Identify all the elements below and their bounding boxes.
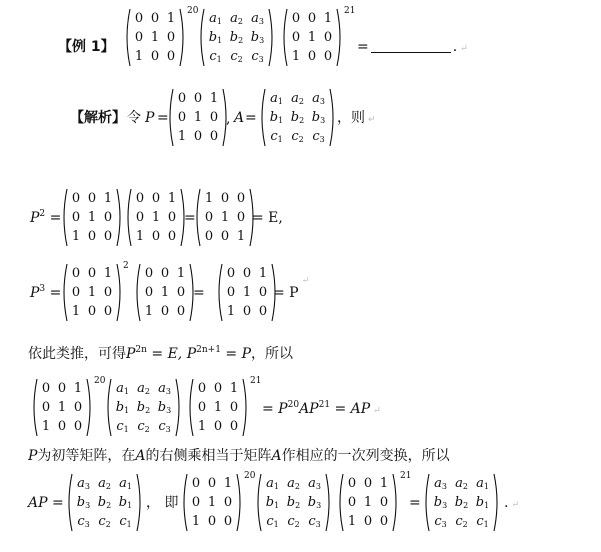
matrix-cell: 0 bbox=[307, 11, 317, 26]
matrix-cell: 0 bbox=[323, 49, 333, 64]
matrix-cell: c $_1$ bbox=[116, 419, 129, 434]
matrix-cell: 0 bbox=[236, 191, 246, 206]
matrix-cell: 0 bbox=[135, 210, 145, 225]
matrix-p bbox=[180, 473, 244, 532]
matrix-cell: c $_1$ bbox=[209, 49, 222, 64]
matrix-cell: 0 bbox=[204, 210, 214, 225]
matrix-cell: c $_2$ bbox=[98, 514, 111, 529]
matrix-cell: 0 bbox=[177, 91, 187, 106]
matrix-cell: 0 bbox=[41, 381, 51, 396]
matrix-cell: 0 bbox=[197, 381, 207, 396]
matrix-p bbox=[280, 8, 344, 67]
matrix-cell: 0 bbox=[307, 49, 317, 64]
matrix-cell: 0 bbox=[229, 400, 239, 415]
matrix-a bbox=[258, 88, 337, 147]
matrix-cell: a $_2$ bbox=[291, 91, 304, 106]
matrix-cell: 0 bbox=[87, 229, 97, 244]
matrix-cell: b $_3$ bbox=[433, 495, 448, 510]
matrix-cell: 0 bbox=[167, 229, 177, 244]
matrix-cell: 1 bbox=[204, 191, 214, 206]
matrix-cell: b $_2$ bbox=[97, 495, 112, 510]
matrix-cell: 0 bbox=[226, 285, 236, 300]
matrix-a bbox=[104, 378, 183, 437]
exponent-20: 20 bbox=[244, 471, 256, 481]
matrix-cell: 0 bbox=[87, 304, 97, 319]
matrix-cell: 0 bbox=[150, 11, 160, 26]
matrix-cell: 1 bbox=[229, 381, 239, 396]
equals-blank: = . ↵ bbox=[357, 39, 468, 55]
matrix-cell: 0 bbox=[71, 285, 81, 300]
matrix-cell: 1 bbox=[193, 110, 203, 125]
matrix-cell: 0 bbox=[71, 266, 81, 281]
matrix-cell: 1 bbox=[103, 266, 113, 281]
matrix-cell: c $_2$ bbox=[137, 419, 150, 434]
matrix-cell: b $_2$ bbox=[290, 110, 305, 125]
matrix-cell: 0 bbox=[103, 210, 113, 225]
matrix-cell: 1 bbox=[166, 11, 176, 26]
matrix-cell: 1 bbox=[213, 400, 223, 415]
matrix-cell: c $_3$ bbox=[77, 514, 90, 529]
exponent-2: 2 bbox=[123, 261, 129, 271]
matrix-cell: 1 bbox=[134, 49, 144, 64]
matrix-cell: 1 bbox=[151, 210, 161, 225]
matrix-cell: 0 bbox=[229, 419, 239, 434]
matrix-cell: 1 bbox=[176, 266, 186, 281]
matrix-e bbox=[193, 188, 257, 247]
matrix-p bbox=[60, 263, 124, 322]
matrix-cell: b $_3$ bbox=[250, 30, 265, 45]
matrix-cell: 0 bbox=[258, 304, 268, 319]
matrix-cell: c $_1$ bbox=[119, 514, 132, 529]
matrix-cell: 1 bbox=[258, 266, 268, 281]
matrix-cell: 0 bbox=[176, 304, 186, 319]
matrix-cell: a $_1$ bbox=[476, 476, 489, 491]
matrix-cell: b $_2$ bbox=[136, 400, 151, 415]
comma: , bbox=[226, 111, 231, 127]
matrix-cell: a $_2$ bbox=[230, 11, 243, 26]
matrix-cell: a $_1$ bbox=[266, 476, 279, 491]
matrix-cell: 0 bbox=[41, 400, 51, 415]
matrix-p bbox=[336, 473, 400, 532]
matrix-cell: c $_1$ bbox=[270, 129, 283, 144]
matrix-cell: 0 bbox=[134, 11, 144, 26]
matrix-cell: 1 bbox=[144, 304, 154, 319]
matrix-cell: 1 bbox=[236, 229, 246, 244]
matrix-cell: 0 bbox=[103, 229, 113, 244]
matrix-cell: 1 bbox=[220, 210, 230, 225]
matrix-cell: b $_2$ bbox=[229, 30, 244, 45]
matrix-cell: c $_3$ bbox=[434, 514, 447, 529]
matrix-cell: 0 bbox=[242, 266, 252, 281]
matrix-cell: a $_3$ bbox=[158, 381, 171, 396]
induction-text: 依此类推，可得$P^{2n} = E$, $P^{2n+1} = P$，所以 bbox=[28, 345, 293, 362]
matrix-p bbox=[30, 378, 94, 437]
matrix-cell: b $_1$ bbox=[269, 110, 284, 125]
matrix-cell: 1 bbox=[71, 229, 81, 244]
end-period: . ↵ bbox=[504, 495, 519, 511]
matrix-cell: b $_3$ bbox=[307, 495, 322, 510]
matrix-cell: 0 bbox=[204, 229, 214, 244]
matrix-cell: 0 bbox=[151, 191, 161, 206]
matrix-cell: 0 bbox=[242, 304, 252, 319]
matrix-p bbox=[123, 8, 187, 67]
matrix-cell: c $_3$ bbox=[312, 129, 325, 144]
matrix-p bbox=[186, 378, 250, 437]
equals-sign: = bbox=[157, 110, 169, 126]
matrix-cell: a $_3$ bbox=[251, 11, 264, 26]
let-text: 令 bbox=[127, 110, 141, 126]
matrix-cell: 0 bbox=[193, 91, 203, 106]
matrix-cell: 0 bbox=[135, 191, 145, 206]
matrix-cell: 0 bbox=[323, 30, 333, 45]
matrix-cell: a $_1$ bbox=[270, 91, 283, 106]
matrix-cell: 0 bbox=[71, 191, 81, 206]
matrix-cell: 0 bbox=[134, 30, 144, 45]
matrix-cell: a $_1$ bbox=[209, 11, 222, 26]
matrix-cell: 0 bbox=[209, 129, 219, 144]
matrix-cell: b $_2$ bbox=[286, 495, 301, 510]
matrix-cell: a $_2$ bbox=[137, 381, 150, 396]
matrix-cell: 0 bbox=[177, 110, 187, 125]
matrix-cell: 1 bbox=[209, 91, 219, 106]
matrix-cell: 0 bbox=[166, 49, 176, 64]
explanation-text: P为初等矩阵，在A的右侧乘相当于矩阵A作相应的一次列变换，所以 bbox=[28, 448, 450, 464]
matrix-cell: 1 bbox=[223, 476, 233, 491]
matrix-cell: a $_3$ bbox=[434, 476, 447, 491]
matrix-cell: 1 bbox=[167, 191, 177, 206]
matrix-cell: 0 bbox=[166, 30, 176, 45]
matrix-cell: 1 bbox=[242, 285, 252, 300]
matrix-cell: b $_1$ bbox=[475, 495, 490, 510]
matrix-cell: 0 bbox=[209, 110, 219, 125]
example-label: 【例 1】 bbox=[58, 39, 115, 55]
matrix-cell: c $_2$ bbox=[455, 514, 468, 529]
equals-sign: = bbox=[409, 495, 421, 511]
matrix-a bbox=[254, 473, 333, 532]
p3-rhs: = P↵ bbox=[273, 276, 310, 301]
ap-lhs: AP = bbox=[28, 495, 64, 511]
matrix-cell: c $_2$ bbox=[287, 514, 300, 529]
matrix-cell: b $_1$ bbox=[115, 400, 130, 415]
var-a: A bbox=[234, 110, 245, 126]
matrix-a bbox=[197, 8, 276, 67]
equals-sign: = bbox=[245, 110, 257, 126]
matrix-cell: 1 bbox=[363, 495, 373, 510]
matrix-cell: 1 bbox=[57, 400, 67, 415]
matrix-cell: 1 bbox=[160, 285, 170, 300]
matrix-p bbox=[60, 188, 124, 247]
matrix-cell: 0 bbox=[73, 419, 83, 434]
matrix-cell: b $_1$ bbox=[265, 495, 280, 510]
matrix-cell: 0 bbox=[197, 400, 207, 415]
matrix-cell: 0 bbox=[160, 304, 170, 319]
matrix-cell: 0 bbox=[258, 285, 268, 300]
matrix-cell: a $_2$ bbox=[287, 476, 300, 491]
matrix-cell: 1 bbox=[307, 30, 317, 45]
matrix-p bbox=[133, 263, 197, 322]
matrix-cell: 0 bbox=[167, 210, 177, 225]
matrix-cell: 1 bbox=[191, 514, 201, 529]
matrix-cell: a $_2$ bbox=[455, 476, 468, 491]
matrix-cell: 0 bbox=[57, 419, 67, 434]
matrix-cell: 0 bbox=[347, 476, 357, 491]
matrix-cell: 0 bbox=[103, 285, 113, 300]
p3-lhs: $P^3$ = bbox=[30, 284, 62, 301]
var-p: P bbox=[145, 110, 155, 126]
matrix-cell: 1 bbox=[226, 304, 236, 319]
equals-sign: = bbox=[184, 210, 196, 226]
answer-blank bbox=[371, 38, 451, 53]
solution-label: 【解析】 bbox=[70, 110, 126, 126]
matrix-cell: 0 bbox=[363, 476, 373, 491]
matrix-cell: 1 bbox=[291, 49, 301, 64]
matrix-cell: b $_3$ bbox=[76, 495, 91, 510]
matrix-ap bbox=[65, 473, 144, 532]
matrix-cell: 0 bbox=[363, 514, 373, 529]
matrix-cell: 1 bbox=[87, 285, 97, 300]
matrix-cell: 0 bbox=[379, 514, 389, 529]
matrix-cell: c $_3$ bbox=[251, 49, 264, 64]
equals-sign: = bbox=[193, 285, 205, 301]
matrix-cell: 0 bbox=[150, 49, 160, 64]
matrix-cell: 0 bbox=[160, 266, 170, 281]
exponent-20: 20 bbox=[94, 376, 106, 386]
matrix-cell: 0 bbox=[103, 304, 113, 319]
matrix-cell: 0 bbox=[176, 285, 186, 300]
matrix-cell: c $_3$ bbox=[308, 514, 321, 529]
p2-rhs: = E, bbox=[252, 210, 283, 226]
matrix-cell: 0 bbox=[291, 11, 301, 26]
matrix-cell: 0 bbox=[347, 495, 357, 510]
matrix-cell: 0 bbox=[73, 400, 83, 415]
matrix-cell: 0 bbox=[207, 476, 217, 491]
matrix-cell: b $_1$ bbox=[208, 30, 223, 45]
matrix-cell: 0 bbox=[213, 419, 223, 434]
matrix-cell: 1 bbox=[103, 191, 113, 206]
matrix-cell: b $_2$ bbox=[454, 495, 469, 510]
matrix-cell: 0 bbox=[193, 129, 203, 144]
matrix-cell: a $_3$ bbox=[312, 91, 325, 106]
matrix-cell: 1 bbox=[379, 476, 389, 491]
matrix-cell: b $_1$ bbox=[118, 495, 133, 510]
matrix-p bbox=[166, 88, 230, 147]
matrix-cell: 1 bbox=[73, 381, 83, 396]
result-ap: = $P^{20}AP^{21}$ = AP ↵ bbox=[262, 400, 381, 417]
matrix-cell: 0 bbox=[223, 514, 233, 529]
exponent-20: 20 bbox=[187, 6, 199, 16]
p2-lhs: $P^2$ = bbox=[30, 209, 62, 226]
matrix-cell: b $_3$ bbox=[157, 400, 172, 415]
matrix-cell: 0 bbox=[57, 381, 67, 396]
matrix-ap bbox=[422, 473, 501, 532]
matrix-cell: 0 bbox=[191, 476, 201, 491]
that-is-text: ， 即 bbox=[146, 495, 179, 511]
equals-sign: = bbox=[357, 39, 369, 55]
matrix-cell: 0 bbox=[226, 266, 236, 281]
matrix-cell: 0 bbox=[379, 495, 389, 510]
matrix-cell: c $_1$ bbox=[266, 514, 279, 529]
matrix-cell: 1 bbox=[135, 229, 145, 244]
matrix-cell: 1 bbox=[347, 514, 357, 529]
matrix-cell: c $_1$ bbox=[476, 514, 489, 529]
exponent-21: 21 bbox=[400, 471, 412, 481]
matrix-cell: 0 bbox=[151, 229, 161, 244]
matrix-cell: 1 bbox=[41, 419, 51, 434]
matrix-cell: 0 bbox=[207, 514, 217, 529]
matrix-cell: 0 bbox=[87, 266, 97, 281]
matrix-cell: 1 bbox=[177, 129, 187, 144]
matrix-cell: a $_1$ bbox=[119, 476, 132, 491]
matrix-cell: 0 bbox=[144, 285, 154, 300]
matrix-cell: a $_1$ bbox=[116, 381, 129, 396]
matrix-cell: 0 bbox=[191, 495, 201, 510]
matrix-cell: 0 bbox=[236, 210, 246, 225]
exponent-21: 21 bbox=[250, 376, 262, 386]
matrix-cell: a $_2$ bbox=[98, 476, 111, 491]
matrix-cell: 0 bbox=[220, 191, 230, 206]
matrix-p bbox=[124, 188, 188, 247]
exponent-21: 21 bbox=[344, 6, 356, 16]
matrix-cell: b $_3$ bbox=[311, 110, 326, 125]
matrix-cell: 0 bbox=[223, 495, 233, 510]
matrix-cell: a $_3$ bbox=[77, 476, 90, 491]
then-text: ，则 ↵ bbox=[337, 110, 376, 126]
matrix-cell: 0 bbox=[213, 381, 223, 396]
matrix-cell: 1 bbox=[71, 304, 81, 319]
matrix-p bbox=[215, 263, 279, 322]
matrix-cell: 0 bbox=[87, 191, 97, 206]
matrix-cell: 1 bbox=[197, 419, 207, 434]
matrix-cell: a $_3$ bbox=[308, 476, 321, 491]
matrix-cell: 1 bbox=[323, 11, 333, 26]
matrix-cell: c $_3$ bbox=[158, 419, 171, 434]
matrix-cell: 1 bbox=[150, 30, 160, 45]
matrix-cell: c $_2$ bbox=[230, 49, 243, 64]
matrix-cell: 1 bbox=[87, 210, 97, 225]
matrix-cell: 1 bbox=[207, 495, 217, 510]
matrix-cell: 0 bbox=[71, 210, 81, 225]
matrix-cell: 0 bbox=[144, 266, 154, 281]
matrix-cell: 0 bbox=[220, 229, 230, 244]
matrix-cell: 0 bbox=[291, 30, 301, 45]
matrix-cell: c $_2$ bbox=[291, 129, 304, 144]
